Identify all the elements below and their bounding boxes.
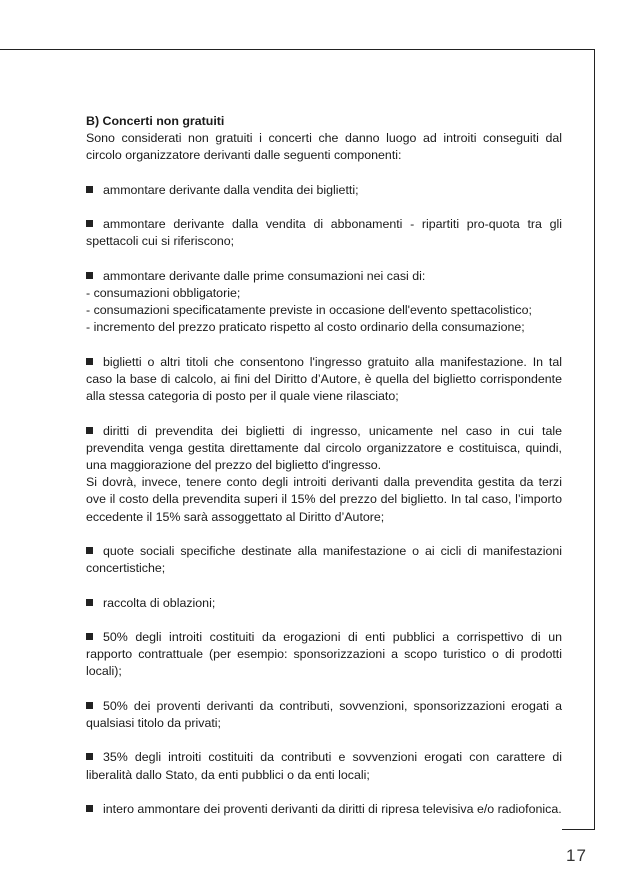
top-rule xyxy=(0,49,595,50)
bullet-icon xyxy=(86,633,93,640)
bullet-icon xyxy=(86,186,93,193)
bullet-icon xyxy=(86,220,93,227)
list-item: ammontare derivante dalla vendita di abbonamenti - ripartiti pro-quota tra gli spettacoli cui si riferiscono; xyxy=(86,217,562,249)
bullet-icon xyxy=(86,272,93,279)
bullet-icon xyxy=(86,427,93,434)
bullet-icon xyxy=(86,599,93,606)
bullet-icon xyxy=(86,805,93,812)
bullet-icon xyxy=(86,358,93,365)
section-heading: B) Concerti non gratuiti xyxy=(86,114,225,128)
page-number: 17 xyxy=(566,846,587,865)
bullet-icon xyxy=(86,547,93,554)
list-item: raccolta di oblazioni; xyxy=(86,595,562,612)
list-item: 50% dei proventi derivanti da contributi, sovvenzioni, sponsorizzazioni erogati a qualsiasi titolo da privati; xyxy=(86,698,562,730)
list-item: 35% degli introiti costituiti da contributi e sovvenzioni erogati con carattere di liberalità dallo Stato, da enti pubblici o da enti locali; xyxy=(86,750,562,782)
list-item: ammontare derivante dalle prime consumazioni nei casi di: xyxy=(86,268,562,285)
bullet-icon xyxy=(86,702,93,709)
bullet-icon xyxy=(86,753,93,760)
sub-item: - consumazioni obbligatorie; xyxy=(86,285,241,300)
list-item: ammontare derivante dalla vendita dei biglietti; xyxy=(86,182,562,199)
right-rule xyxy=(594,49,595,829)
paragraph: Si dovrà, invece, tenere conto degli introiti derivanti dalla prevendita gestita da terzi ove il costo della prevendita superi il 15% del prezzo del biglietto. In tal caso, l’importo eccedente il 15% sarà assoggettato al Diritto d’Autore; xyxy=(86,475,562,524)
sub-item: - incremento del prezzo praticato rispetto al costo ordinario della consumazione; xyxy=(86,320,525,335)
list-item: 50% degli introiti costituiti da erogazioni di enti pubblici a corrispettivo di un rapporto contrattuale (per esempio: sponsorizzazioni a scopo turistico o di prodotti locali); xyxy=(86,629,562,679)
sub-item: - consumazioni specificatamente previste in occasione dell'evento spettacolistico; xyxy=(86,303,532,318)
bottom-rule xyxy=(562,829,595,830)
list-item: quote sociali specifiche destinate alla manifestazione o ai cicli di manifestazioni concertistiche; xyxy=(86,543,562,576)
list-item: diritti di prevendita dei biglietti di ingresso, unicamente nel caso in cui tale prevendita venga gestita direttamente dal circolo organizzatore e costituisca, quindi, una maggiorazione del prezzo del biglietto d'ingresso. xyxy=(86,423,562,472)
list-item: biglietti o altri titoli che consentono l'ingresso gratuito alla manifestazione. In tal caso la base di calcolo, ai fini del Diritto d’Autore, è quella del biglietto corrispondente alla stessa categoria di posto per il quale viene rilasciato; xyxy=(86,354,562,404)
section-intro: Sono considerati non gratuiti i concerti che danno luogo ad introiti conseguiti dal circolo organizzatore derivanti dalle seguenti componenti: xyxy=(86,131,562,163)
document-body xyxy=(86,113,562,818)
list-item: intero ammontare dei proventi derivanti da diritti di ripresa televisiva e/o radiofonica. xyxy=(86,801,562,818)
